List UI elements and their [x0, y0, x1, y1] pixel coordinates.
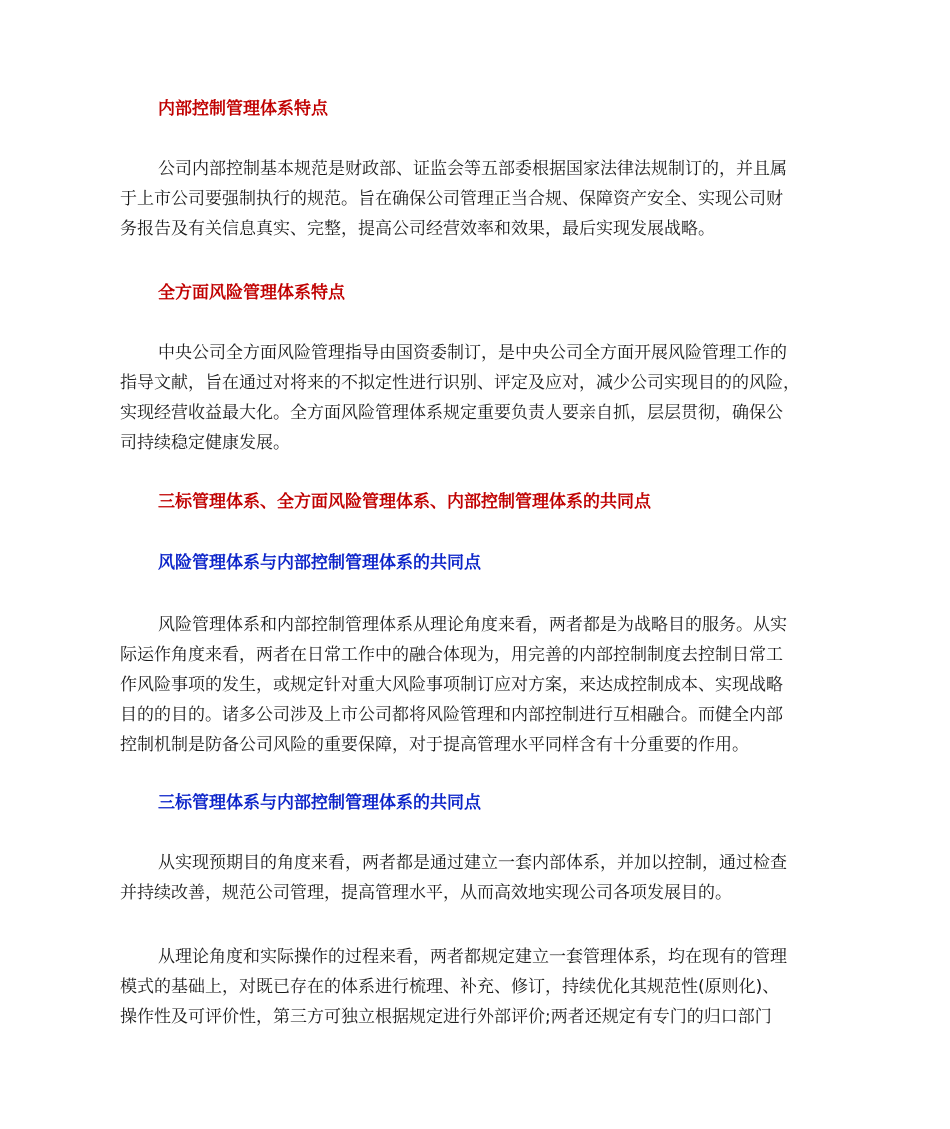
paragraph-risk-internal: [120, 610, 832, 760]
paragraph-line: 指导文献，旨在通过对将来的不拟定性进行识别、评定及应对，减少公司实现目的的风险，: [120, 373, 800, 393]
paragraph-risk-management: [120, 338, 832, 458]
paragraph-line: 实现经营收益最大化。全方面风险管理体系规定重要负责人要亲自抓，层层贯彻，确保公: [120, 403, 783, 423]
heading-risk-management-features: 全方面风险管理体系特点: [158, 283, 345, 303]
paragraph-line: 从实现预期目的角度来看，两者都是通过建立一套内部体系，并加以控制，通过检查: [158, 853, 787, 873]
paragraph-line: 目的的目的。诸多公司涉及上市公司都将风险管理和内部控制进行互相融合。而健全内部: [120, 705, 783, 725]
paragraph-line: 司持续稳定健康发展。: [120, 433, 290, 453]
paragraph-line: 务报告及有关信息真实、完整，提高公司经营效率和效果，最后实现发展战略。: [120, 219, 715, 239]
paragraph-line: 操作性及可评价性，第三方可独立根据规定进行外部评价;两者还规定有专门的归口部门: [120, 1007, 772, 1027]
heading-risk-internal-common: 风险管理体系与内部控制管理体系的共同点: [158, 553, 481, 573]
paragraph-line: 作风险事项的发生，或规定针对重大风险事项制订应对方案，来达成控制成本、实现战略: [120, 675, 783, 695]
paragraph-line: 风险管理体系和内部控制管理体系从理论角度来看，两者都是为战略目的服务。从实: [158, 615, 787, 635]
paragraph-line: 并持续改善，规范公司管理，提高管理水平，从而高效地实现公司各项发展目的。: [120, 883, 732, 903]
paragraph-line: 际运作角度来看，两者在日常工作中的融合体现为，用完善的内部控制制度去控制日常工: [120, 645, 783, 665]
paragraph-line: 于上市公司要强制执行的规范。旨在确保公司管理正当合规、保障资产安全、实现公司财: [120, 189, 783, 209]
paragraph-line: 从理论角度和实际操作的过程来看，两者都规定建立一套管理体系，均在现有的管理: [158, 947, 787, 967]
heading-three-standards-internal-common: 三标管理体系与内部控制管理体系的共同点: [158, 793, 481, 813]
heading-common-points-all: 三标管理体系、全方面风险管理体系、内部控制管理体系的共同点: [158, 492, 651, 512]
paragraph-line: 模式的基础上，对既已存在的体系进行梳理、补充、修订，持续优化其规范性(原则化)、: [120, 977, 780, 997]
paragraph-three-standards-process: [120, 942, 832, 1032]
heading-internal-control-features: 内部控制管理体系特点: [158, 99, 328, 119]
paragraph-line: 公司内部控制基本规范是财政部、证监会等五部委根据国家法律法规制订的，并且属: [158, 159, 787, 179]
paragraph-internal-control: [120, 154, 832, 244]
paragraph-line: 控制机制是防备公司风险的重要保障，对于提高管理水平同样含有十分重要的作用。: [120, 735, 749, 755]
paragraph-line: 中央公司全方面风险管理指导由国资委制订，是中央公司全方面开展风险管理工作的: [158, 343, 787, 363]
paragraph-three-standards-goal: [120, 848, 832, 908]
